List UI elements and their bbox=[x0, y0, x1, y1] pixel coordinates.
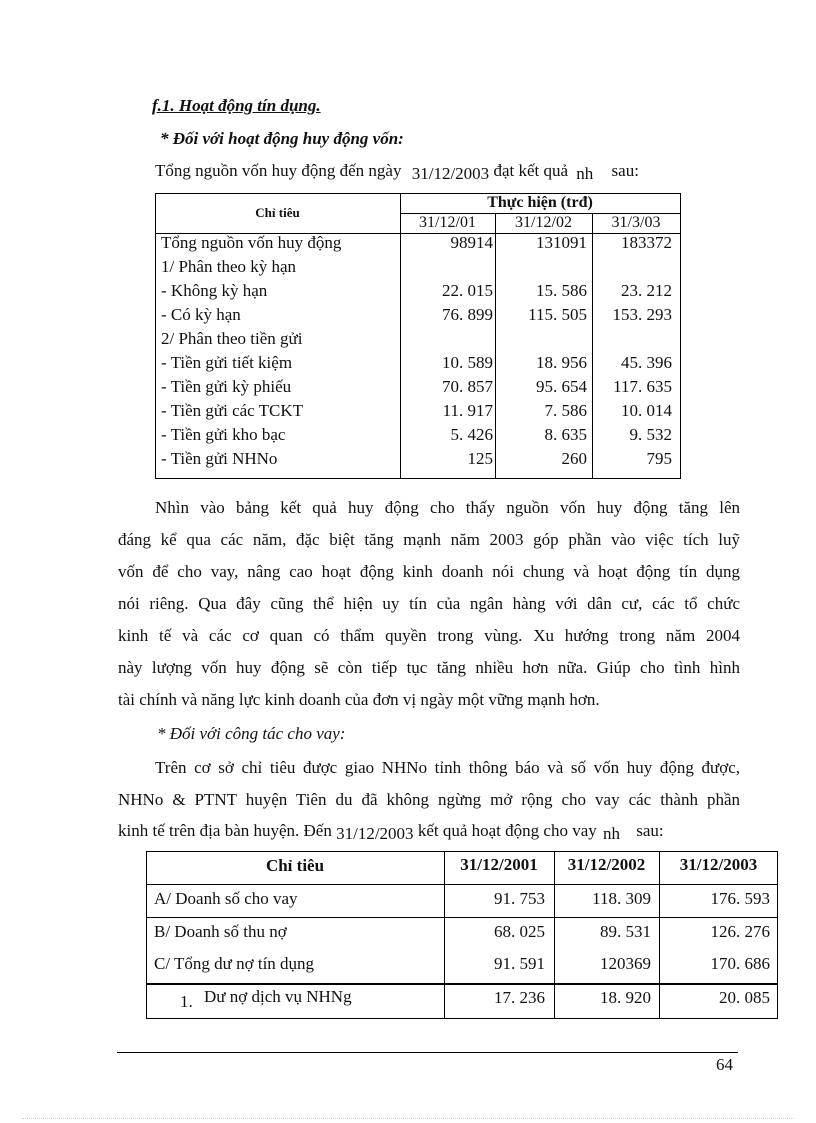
lending-cell: 170. 686 bbox=[710, 954, 770, 973]
deposit-cell: 10. 589 bbox=[442, 353, 493, 372]
deposit-table-row bbox=[155, 329, 680, 353]
deposit-table-row bbox=[155, 353, 680, 377]
deposit-cell: 45. 396 bbox=[621, 353, 672, 372]
deposit-cell: 7. 586 bbox=[544, 401, 587, 420]
deposit-intro-date: 31/12/2003 bbox=[411, 164, 490, 183]
deposit-cell: 11. 917 bbox=[442, 401, 493, 420]
deposit-cell: 95. 654 bbox=[536, 377, 587, 396]
lending-table-rule bbox=[146, 983, 778, 985]
deposit-row-label: - Tiền gửi các TCKT bbox=[161, 401, 304, 420]
lending-line-date: 31/12/2003 bbox=[336, 824, 414, 843]
deposit-cell: 9. 532 bbox=[629, 425, 672, 444]
lending-cell: 120369 bbox=[600, 954, 651, 973]
deposit-cell: 23. 212 bbox=[621, 281, 672, 300]
deposit-row-label: - Tiền gửi kỳ phiếu bbox=[161, 377, 292, 396]
lending-row-label: B/ Doanh số thu nợ bbox=[154, 922, 287, 941]
deposit-row-label: 1/ Phân theo kỳ hạn bbox=[161, 257, 297, 276]
deposit-cell: 10. 014 bbox=[621, 401, 672, 420]
deposit-subheading: * Đối với hoạt động huy động vốn: bbox=[160, 129, 404, 148]
lending-cell: 91. 591 bbox=[494, 954, 545, 973]
lending-cell: 20. 085 bbox=[719, 988, 770, 1007]
lending-cell: 91. 753 bbox=[494, 889, 545, 908]
deposit-cell: 153. 293 bbox=[612, 305, 672, 324]
paragraph-line: Nhìn vào bảng kết quả huy động cho thấy nguồn vốn huy động tăng lên bbox=[155, 498, 740, 517]
lending-line-raised: nh bbox=[603, 824, 620, 843]
deposit-row-label: - Không kỳ hạn bbox=[161, 281, 268, 300]
lending-cell: 68. 025 bbox=[494, 922, 545, 941]
lending-line: NHNo & PTNT huyện Tiên du đã không ngừng mở rộng cho vay các thành phần bbox=[118, 790, 740, 809]
deposit-intro bbox=[155, 161, 639, 181]
deposit-cell: 795 bbox=[646, 449, 672, 468]
deposit-cell: 76. 899 bbox=[442, 305, 493, 324]
lending-cell: 18. 920 bbox=[600, 988, 651, 1007]
lending-row-label: Dư nợ dịch vụ NHNg bbox=[204, 987, 352, 1006]
paragraph-line: kinh tế và các cơ quan có thẩm quyền trong vùng. Xu hướng trong năm 2004 bbox=[118, 626, 740, 645]
lending-row-label: A/ Doanh số cho vay bbox=[154, 889, 298, 908]
deposit-cell: 125 bbox=[467, 449, 493, 468]
lending-line bbox=[118, 821, 664, 841]
deposit-table bbox=[155, 193, 680, 478]
deposit-row-label: - Tiền gửi kho bạc bbox=[161, 425, 286, 444]
deposit-cell: 131091 bbox=[536, 233, 587, 252]
section-heading: f.1. Hoạt động tín dụng. bbox=[152, 96, 321, 115]
deposit-row-label: Tổng nguồn vốn huy động bbox=[161, 233, 342, 252]
deposit-cell: 22. 015 bbox=[442, 281, 493, 300]
deposit-table-date-header: 31/12/01 bbox=[419, 214, 476, 231]
deposit-table-label-header: Chỉ tiêu bbox=[255, 205, 300, 220]
deposit-row-label: - Tiền gửi tiết kiệm bbox=[161, 353, 293, 372]
paragraph-line: nói riêng. Qua đây cũng thể hiện uy tín của ngân hàng với dân cư, các tổ chức bbox=[118, 594, 740, 613]
deposit-intro-after: sau: bbox=[611, 161, 639, 180]
lending-table-header: 31/12/2002 bbox=[567, 855, 646, 874]
deposit-intro-text: Tổng nguồn vốn huy động đến ngày bbox=[155, 161, 402, 180]
paragraph-line: này lượng vốn huy động sẽ còn tiếp tục tăng nhiều hơn nữa. Giúp cho tình hình bbox=[118, 658, 740, 677]
deposit-table-row bbox=[155, 281, 680, 305]
deposit-cell: 5. 426 bbox=[450, 425, 493, 444]
deposit-cell: 98914 bbox=[450, 233, 493, 252]
deposit-cell: 115. 505 bbox=[528, 305, 587, 324]
deposit-cell: 18. 956 bbox=[536, 353, 587, 372]
lending-table-rule bbox=[146, 917, 778, 918]
lending-table bbox=[146, 851, 778, 1019]
deposit-table-group-header: Thực hiện (trđ) bbox=[487, 194, 593, 211]
lending-line: Trên cơ sở chỉ tiêu được giao NHNo tỉnh thông báo và số vốn huy động được, bbox=[155, 758, 740, 777]
deposit-cell: 8. 635 bbox=[544, 425, 587, 444]
deposit-table-row bbox=[155, 377, 680, 401]
deposit-table-date-header: 31/3/03 bbox=[611, 214, 661, 231]
deposit-table-date-header: 31/12/02 bbox=[515, 214, 572, 231]
lending-cell: 118. 309 bbox=[592, 889, 651, 908]
paragraph-line: vốn để cho vay, nâng cao hoạt động kinh doanh nói chung và hoạt động tín dụng bbox=[118, 562, 740, 581]
deposit-row-label: - Có kỳ hạn bbox=[161, 305, 241, 324]
deposit-table-row bbox=[155, 401, 680, 425]
deposit-table-row bbox=[155, 449, 680, 473]
deposit-table-row bbox=[155, 257, 680, 281]
deposit-table-row bbox=[155, 305, 680, 329]
page-number: 64 bbox=[716, 1055, 733, 1074]
deposit-table-row bbox=[155, 425, 680, 449]
lending-cell: 126. 276 bbox=[710, 922, 770, 941]
deposit-row-label: 2/ Phân theo tiền gửi bbox=[161, 329, 303, 348]
lending-line-after: sau: bbox=[636, 821, 664, 840]
lending-table-header: 31/12/2001 bbox=[460, 855, 538, 874]
page-edge-rule bbox=[22, 1118, 794, 1119]
lending-cell: 89. 531 bbox=[600, 922, 651, 941]
paragraph-line: tài chính và năng lực kinh doanh của đơn vị ngày một vững mạnh hơn. bbox=[118, 690, 600, 709]
deposit-table-row bbox=[155, 233, 680, 257]
lending-cell: 17. 236 bbox=[494, 988, 545, 1007]
deposit-cell: 15. 586 bbox=[536, 281, 587, 300]
deposit-cell: 183372 bbox=[621, 233, 672, 252]
deposit-cell: 260 bbox=[561, 449, 587, 468]
lending-subheading: * Đối với công tác cho vay: bbox=[157, 724, 346, 743]
paragraph-line: đáng kể qua các năm, đặc biệt tăng mạnh năm 2003 góp phần vào việc tích luỹ bbox=[118, 530, 740, 549]
lending-table-rule bbox=[146, 884, 778, 885]
lending-line-middle: kết quả hoạt động cho vay bbox=[417, 821, 597, 840]
lending-table-header: 31/12/2003 bbox=[679, 855, 758, 874]
deposit-intro-middle: đạt kết quả bbox=[493, 161, 569, 180]
deposit-row-label: - Tiền gửi NHNo bbox=[161, 449, 278, 468]
lending-table-header: Chỉ tiêu bbox=[265, 856, 325, 875]
deposit-cell: 70. 857 bbox=[442, 377, 493, 396]
footer-rule bbox=[117, 1052, 738, 1053]
lending-cell: 176. 593 bbox=[710, 889, 770, 908]
lending-row-label: C/ Tổng dư nợ tín dụng bbox=[154, 954, 315, 973]
lending-line-text: kinh tế trên địa bàn huyện. Đến bbox=[118, 821, 332, 840]
deposit-cell: 117. 635 bbox=[613, 377, 672, 396]
deposit-intro-raised: nh bbox=[576, 164, 594, 183]
lending-row-number: 1. bbox=[180, 992, 193, 1011]
